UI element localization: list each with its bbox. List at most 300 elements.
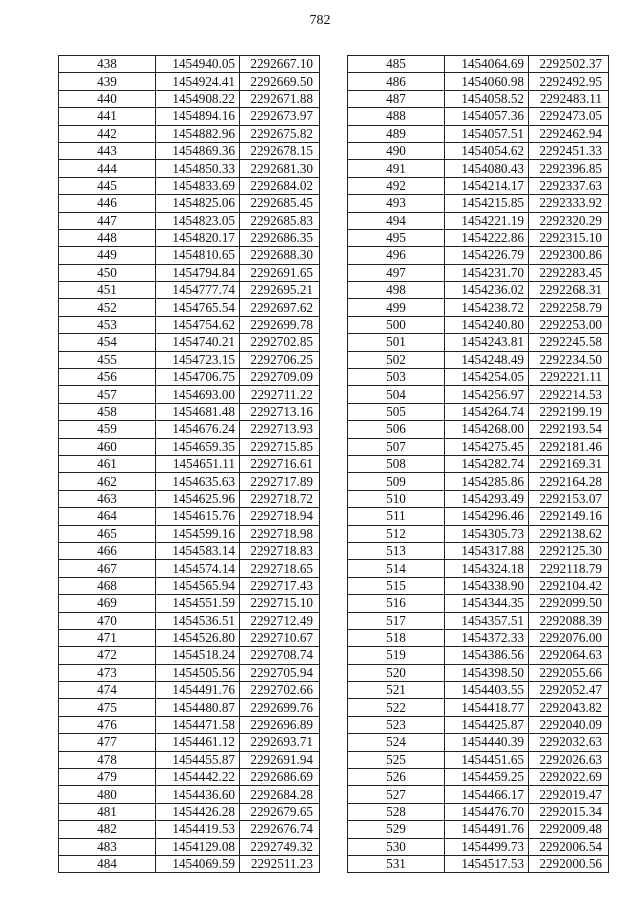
- coordinates-table-right: [347, 55, 609, 873]
- x-coordinate: 1454505.56: [156, 664, 240, 681]
- x-coordinate: 1454499.73: [445, 838, 529, 855]
- point-number: 455: [59, 351, 156, 368]
- point-number: 447: [59, 212, 156, 229]
- y-coordinate: 2292678.15: [240, 142, 320, 159]
- point-number: 438: [59, 56, 156, 73]
- point-number: 473: [59, 664, 156, 681]
- point-number: 521: [348, 682, 445, 699]
- y-coordinate: 2292221.11: [529, 369, 609, 386]
- x-coordinate: 1454240.80: [445, 316, 529, 333]
- table-row: [348, 455, 609, 472]
- x-coordinate: 1454651.11: [156, 455, 240, 472]
- point-number: 528: [348, 803, 445, 820]
- point-number: 463: [59, 490, 156, 507]
- x-coordinate: 1454248.49: [445, 351, 529, 368]
- point-number: 489: [348, 125, 445, 142]
- table-row: [348, 421, 609, 438]
- y-coordinate: 2292702.66: [240, 682, 320, 699]
- y-coordinate: 2292708.74: [240, 647, 320, 664]
- point-number: 459: [59, 421, 156, 438]
- table-row: [59, 282, 320, 299]
- table-row: [348, 247, 609, 264]
- y-coordinate: 2292673.97: [240, 108, 320, 125]
- coordinates-table-left: [58, 55, 320, 873]
- table-row: [348, 855, 609, 872]
- y-coordinate: 2292713.16: [240, 403, 320, 420]
- table-row: [59, 299, 320, 316]
- x-coordinate: 1454740.21: [156, 334, 240, 351]
- table-row: [59, 108, 320, 125]
- y-coordinate: 2292718.94: [240, 508, 320, 525]
- x-coordinate: 1454517.53: [445, 855, 529, 872]
- y-coordinate: 2292686.69: [240, 769, 320, 786]
- table-row: [59, 803, 320, 820]
- table-row: [59, 612, 320, 629]
- table-row: [59, 438, 320, 455]
- point-number: 486: [348, 73, 445, 90]
- table-row: [348, 542, 609, 559]
- point-number: 480: [59, 786, 156, 803]
- y-coordinate: 2292492.95: [529, 73, 609, 90]
- point-number: 465: [59, 525, 156, 542]
- point-number: 507: [348, 438, 445, 455]
- point-number: 467: [59, 560, 156, 577]
- table-row: [348, 334, 609, 351]
- y-coordinate: 2292697.62: [240, 299, 320, 316]
- point-number: 443: [59, 142, 156, 159]
- y-coordinate: 2292712.49: [240, 612, 320, 629]
- table-row: [59, 716, 320, 733]
- x-coordinate: 1454820.17: [156, 229, 240, 246]
- point-number: 445: [59, 177, 156, 194]
- x-coordinate: 1454451.65: [445, 751, 529, 768]
- x-coordinate: 1454526.80: [156, 629, 240, 646]
- x-coordinate: 1454461.12: [156, 734, 240, 751]
- x-coordinate: 1454536.51: [156, 612, 240, 629]
- y-coordinate: 2292671.88: [240, 90, 320, 107]
- point-number: 500: [348, 316, 445, 333]
- table-row: [59, 125, 320, 142]
- table-row: [59, 734, 320, 751]
- y-coordinate: 2292052.47: [529, 682, 609, 699]
- x-coordinate: 1454924.41: [156, 73, 240, 90]
- x-coordinate: 1454471.58: [156, 716, 240, 733]
- x-coordinate: 1454057.36: [445, 108, 529, 125]
- y-coordinate: 2292511.23: [240, 855, 320, 872]
- point-number: 485: [348, 56, 445, 73]
- x-coordinate: 1454436.60: [156, 786, 240, 803]
- y-coordinate: 2292695.21: [240, 282, 320, 299]
- x-coordinate: 1454231.70: [445, 264, 529, 281]
- table-row: [59, 334, 320, 351]
- table-row: [348, 351, 609, 368]
- point-number: 469: [59, 595, 156, 612]
- y-coordinate: 2292462.94: [529, 125, 609, 142]
- table-row: [59, 786, 320, 803]
- point-number: 519: [348, 647, 445, 664]
- table-row: [348, 438, 609, 455]
- point-number: 511: [348, 508, 445, 525]
- y-coordinate: 2292667.10: [240, 56, 320, 73]
- x-coordinate: 1454426.28: [156, 803, 240, 820]
- point-number: 477: [59, 734, 156, 751]
- x-coordinate: 1454226.79: [445, 247, 529, 264]
- y-coordinate: 2292245.58: [529, 334, 609, 351]
- y-coordinate: 2292685.45: [240, 195, 320, 212]
- table-row: [348, 751, 609, 768]
- table-row: [59, 369, 320, 386]
- x-coordinate: 1454908.22: [156, 90, 240, 107]
- x-coordinate: 1454282.74: [445, 455, 529, 472]
- y-coordinate: 2292181.46: [529, 438, 609, 455]
- x-coordinate: 1454599.16: [156, 525, 240, 542]
- x-coordinate: 1454459.25: [445, 769, 529, 786]
- x-coordinate: 1454480.87: [156, 699, 240, 716]
- table-row: [348, 212, 609, 229]
- point-number: 518: [348, 629, 445, 646]
- table-row: [59, 560, 320, 577]
- x-coordinate: 1454129.08: [156, 838, 240, 855]
- point-number: 448: [59, 229, 156, 246]
- point-number: 497: [348, 264, 445, 281]
- y-coordinate: 2292684.28: [240, 786, 320, 803]
- x-coordinate: 1454850.33: [156, 160, 240, 177]
- table-row: [348, 525, 609, 542]
- point-number: 512: [348, 525, 445, 542]
- y-coordinate: 2292064.63: [529, 647, 609, 664]
- x-coordinate: 1454064.69: [445, 56, 529, 73]
- x-coordinate: 1454080.43: [445, 160, 529, 177]
- point-number: 490: [348, 142, 445, 159]
- y-coordinate: 2292300.86: [529, 247, 609, 264]
- y-coordinate: 2292234.50: [529, 351, 609, 368]
- x-coordinate: 1454338.90: [445, 577, 529, 594]
- x-coordinate: 1454676.24: [156, 421, 240, 438]
- y-coordinate: 2292009.48: [529, 821, 609, 838]
- y-coordinate: 2292104.42: [529, 577, 609, 594]
- point-number: 503: [348, 369, 445, 386]
- x-coordinate: 1454518.24: [156, 647, 240, 664]
- y-coordinate: 2292717.89: [240, 473, 320, 490]
- point-number: 526: [348, 769, 445, 786]
- table-row: [348, 682, 609, 699]
- table-row: [59, 73, 320, 90]
- point-number: 442: [59, 125, 156, 142]
- point-number: 482: [59, 821, 156, 838]
- table-row: [348, 769, 609, 786]
- table-row: [348, 612, 609, 629]
- y-coordinate: 2292253.00: [529, 316, 609, 333]
- point-number: 527: [348, 786, 445, 803]
- y-coordinate: 2292691.65: [240, 264, 320, 281]
- x-coordinate: 1454466.17: [445, 786, 529, 803]
- y-coordinate: 2292040.09: [529, 716, 609, 733]
- x-coordinate: 1454491.76: [156, 682, 240, 699]
- x-coordinate: 1454625.96: [156, 490, 240, 507]
- y-coordinate: 2292686.35: [240, 229, 320, 246]
- point-number: 444: [59, 160, 156, 177]
- table-row: [348, 716, 609, 733]
- point-number: 513: [348, 542, 445, 559]
- y-coordinate: 2292099.50: [529, 595, 609, 612]
- table-row: [59, 542, 320, 559]
- y-coordinate: 2292718.83: [240, 542, 320, 559]
- point-number: 484: [59, 855, 156, 872]
- y-coordinate: 2292706.25: [240, 351, 320, 368]
- y-coordinate: 2292715.85: [240, 438, 320, 455]
- point-number: 470: [59, 612, 156, 629]
- y-coordinate: 2292713.93: [240, 421, 320, 438]
- table-row: [348, 160, 609, 177]
- table-row: [59, 682, 320, 699]
- y-coordinate: 2292118.79: [529, 560, 609, 577]
- y-coordinate: 2292164.28: [529, 473, 609, 490]
- point-number: 471: [59, 629, 156, 646]
- x-coordinate: 1454565.94: [156, 577, 240, 594]
- x-coordinate: 1454476.70: [445, 803, 529, 820]
- x-coordinate: 1454442.22: [156, 769, 240, 786]
- point-number: 524: [348, 734, 445, 751]
- table-row: [348, 577, 609, 594]
- y-coordinate: 2292032.63: [529, 734, 609, 751]
- point-number: 530: [348, 838, 445, 855]
- point-number: 456: [59, 369, 156, 386]
- point-number: 516: [348, 595, 445, 612]
- y-coordinate: 2292749.32: [240, 838, 320, 855]
- x-coordinate: 1454693.00: [156, 386, 240, 403]
- table-row: [59, 229, 320, 246]
- point-number: 479: [59, 769, 156, 786]
- y-coordinate: 2292015.34: [529, 803, 609, 820]
- table-row: [59, 403, 320, 420]
- y-coordinate: 2292679.65: [240, 803, 320, 820]
- y-coordinate: 2292669.50: [240, 73, 320, 90]
- x-coordinate: 1454894.16: [156, 108, 240, 125]
- y-coordinate: 2292716.61: [240, 455, 320, 472]
- table-row: [59, 142, 320, 159]
- x-coordinate: 1454275.45: [445, 438, 529, 455]
- x-coordinate: 1454256.97: [445, 386, 529, 403]
- point-number: 481: [59, 803, 156, 820]
- table-row: [348, 125, 609, 142]
- table-row: [348, 403, 609, 420]
- y-coordinate: 2292705.94: [240, 664, 320, 681]
- point-number: 472: [59, 647, 156, 664]
- table-row: [348, 595, 609, 612]
- x-coordinate: 1454069.59: [156, 855, 240, 872]
- table-row: [59, 821, 320, 838]
- table-row: [348, 90, 609, 107]
- table-row: [59, 699, 320, 716]
- point-number: 520: [348, 664, 445, 681]
- x-coordinate: 1454706.75: [156, 369, 240, 386]
- y-coordinate: 2292715.10: [240, 595, 320, 612]
- table-row: [348, 142, 609, 159]
- table-row: [348, 369, 609, 386]
- x-coordinate: 1454491.76: [445, 821, 529, 838]
- y-coordinate: 2292699.78: [240, 316, 320, 333]
- y-coordinate: 2292153.07: [529, 490, 609, 507]
- y-coordinate: 2292337.63: [529, 177, 609, 194]
- x-coordinate: 1454372.33: [445, 629, 529, 646]
- point-number: 525: [348, 751, 445, 768]
- x-coordinate: 1454243.81: [445, 334, 529, 351]
- table-row: [59, 595, 320, 612]
- x-coordinate: 1454777.74: [156, 282, 240, 299]
- table-row: [348, 73, 609, 90]
- x-coordinate: 1454583.14: [156, 542, 240, 559]
- table-row: [348, 299, 609, 316]
- table-row: [59, 386, 320, 403]
- point-number: 440: [59, 90, 156, 107]
- y-coordinate: 2292702.85: [240, 334, 320, 351]
- table-row: [59, 455, 320, 472]
- x-coordinate: 1454440.39: [445, 734, 529, 751]
- y-coordinate: 2292696.89: [240, 716, 320, 733]
- y-coordinate: 2292000.56: [529, 855, 609, 872]
- table-row: [348, 195, 609, 212]
- y-coordinate: 2292691.94: [240, 751, 320, 768]
- y-coordinate: 2292681.30: [240, 160, 320, 177]
- y-coordinate: 2292022.69: [529, 769, 609, 786]
- y-coordinate: 2292199.19: [529, 403, 609, 420]
- table-row: [59, 421, 320, 438]
- table-row: [348, 177, 609, 194]
- x-coordinate: 1454754.62: [156, 316, 240, 333]
- table-row: [348, 229, 609, 246]
- x-coordinate: 1454222.86: [445, 229, 529, 246]
- table-row: [348, 734, 609, 751]
- table-row: [348, 386, 609, 403]
- point-number: 508: [348, 455, 445, 472]
- x-coordinate: 1454058.52: [445, 90, 529, 107]
- table-row: [348, 508, 609, 525]
- x-coordinate: 1454882.96: [156, 125, 240, 142]
- point-number: 460: [59, 438, 156, 455]
- table-row: [59, 316, 320, 333]
- y-coordinate: 2292076.00: [529, 629, 609, 646]
- point-number: 461: [59, 455, 156, 472]
- y-coordinate: 2292685.83: [240, 212, 320, 229]
- y-coordinate: 2292684.02: [240, 177, 320, 194]
- table-row: [348, 56, 609, 73]
- y-coordinate: 2292711.22: [240, 386, 320, 403]
- x-coordinate: 1454057.51: [445, 125, 529, 142]
- y-coordinate: 2292088.39: [529, 612, 609, 629]
- point-number: 498: [348, 282, 445, 299]
- y-coordinate: 2292125.30: [529, 542, 609, 559]
- point-number: 492: [348, 177, 445, 194]
- table-row: [59, 90, 320, 107]
- point-number: 454: [59, 334, 156, 351]
- y-coordinate: 2292283.45: [529, 264, 609, 281]
- x-coordinate: 1454869.36: [156, 142, 240, 159]
- y-coordinate: 2292193.54: [529, 421, 609, 438]
- point-number: 474: [59, 682, 156, 699]
- point-number: 439: [59, 73, 156, 90]
- table-row: [348, 821, 609, 838]
- x-coordinate: 1454823.05: [156, 212, 240, 229]
- x-coordinate: 1454305.73: [445, 525, 529, 542]
- point-number: 509: [348, 473, 445, 490]
- table-row: [59, 769, 320, 786]
- x-coordinate: 1454418.77: [445, 699, 529, 716]
- point-number: 451: [59, 282, 156, 299]
- point-number: 478: [59, 751, 156, 768]
- x-coordinate: 1454344.35: [445, 595, 529, 612]
- table-row: [348, 473, 609, 490]
- table-row: [59, 508, 320, 525]
- table-row: [348, 560, 609, 577]
- table-row: [59, 212, 320, 229]
- x-coordinate: 1454833.69: [156, 177, 240, 194]
- y-coordinate: 2292502.37: [529, 56, 609, 73]
- point-number: 529: [348, 821, 445, 838]
- table-row: [348, 838, 609, 855]
- table-row: [59, 247, 320, 264]
- point-number: 476: [59, 716, 156, 733]
- y-coordinate: 2292699.76: [240, 699, 320, 716]
- point-number: 523: [348, 716, 445, 733]
- y-coordinate: 2292717.43: [240, 577, 320, 594]
- x-coordinate: 1454403.55: [445, 682, 529, 699]
- table-row: [59, 473, 320, 490]
- y-coordinate: 2292214.53: [529, 386, 609, 403]
- y-coordinate: 2292138.62: [529, 525, 609, 542]
- x-coordinate: 1454825.06: [156, 195, 240, 212]
- point-number: 493: [348, 195, 445, 212]
- point-number: 450: [59, 264, 156, 281]
- table-row: [348, 490, 609, 507]
- y-coordinate: 2292315.10: [529, 229, 609, 246]
- point-number: 494: [348, 212, 445, 229]
- y-coordinate: 2292675.82: [240, 125, 320, 142]
- point-number: 515: [348, 577, 445, 594]
- point-number: 441: [59, 108, 156, 125]
- table-row: [59, 751, 320, 768]
- table-row: [59, 647, 320, 664]
- point-number: 462: [59, 473, 156, 490]
- y-coordinate: 2292026.63: [529, 751, 609, 768]
- y-coordinate: 2292688.30: [240, 247, 320, 264]
- x-coordinate: 1454264.74: [445, 403, 529, 420]
- y-coordinate: 2292055.66: [529, 664, 609, 681]
- table-row: [348, 316, 609, 333]
- x-coordinate: 1454215.85: [445, 195, 529, 212]
- point-number: 458: [59, 403, 156, 420]
- x-coordinate: 1454254.05: [445, 369, 529, 386]
- x-coordinate: 1454455.87: [156, 751, 240, 768]
- x-coordinate: 1454615.76: [156, 508, 240, 525]
- y-coordinate: 2292718.72: [240, 490, 320, 507]
- table-row: [348, 108, 609, 125]
- point-number: 506: [348, 421, 445, 438]
- point-number: 449: [59, 247, 156, 264]
- x-coordinate: 1454268.00: [445, 421, 529, 438]
- table-row: [348, 647, 609, 664]
- y-coordinate: 2292333.92: [529, 195, 609, 212]
- y-coordinate: 2292043.82: [529, 699, 609, 716]
- y-coordinate: 2292483.11: [529, 90, 609, 107]
- table-row: [59, 577, 320, 594]
- table-row: [348, 786, 609, 803]
- x-coordinate: 1454723.15: [156, 351, 240, 368]
- x-coordinate: 1454238.72: [445, 299, 529, 316]
- table-row: [59, 177, 320, 194]
- x-coordinate: 1454214.17: [445, 177, 529, 194]
- x-coordinate: 1454293.49: [445, 490, 529, 507]
- table-row: [59, 351, 320, 368]
